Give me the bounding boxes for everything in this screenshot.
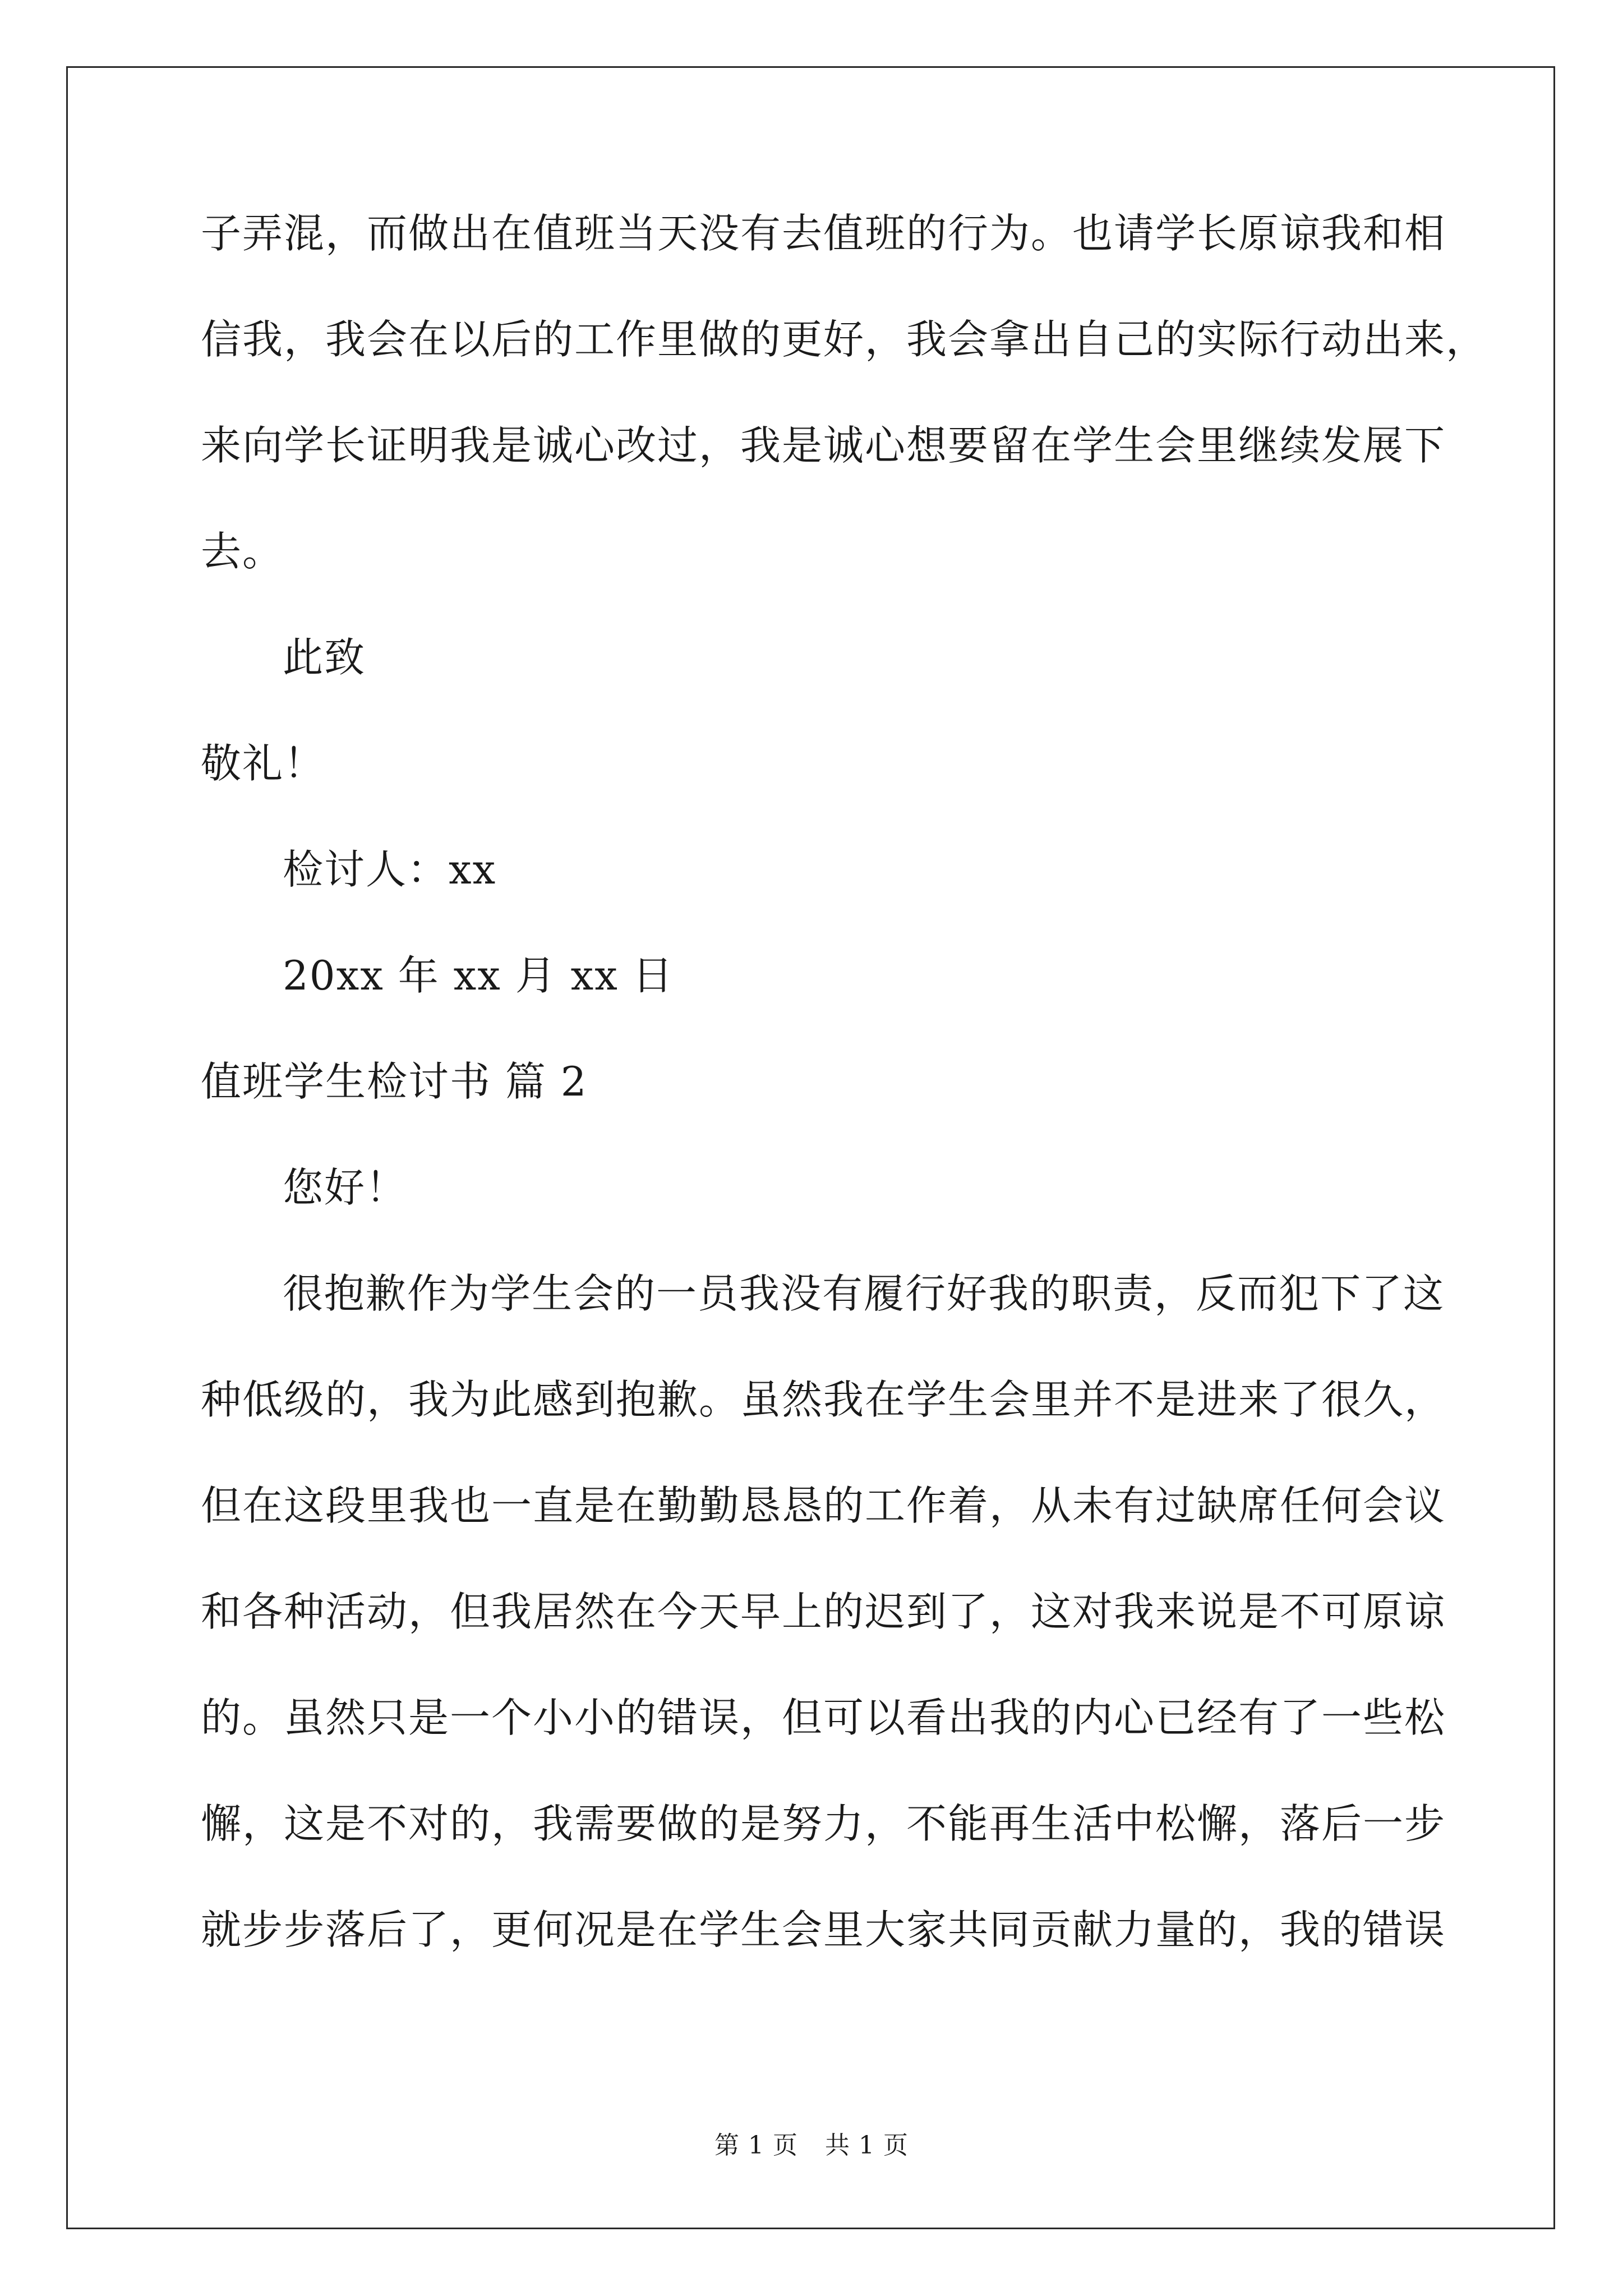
text-line: 去。 bbox=[201, 528, 284, 575]
page-number: 第 1 页 bbox=[714, 2131, 798, 2160]
document-body bbox=[201, 210, 1488, 2016]
text-line: 的。虽然只是一个小小的错误，但可以看出我的内心已经有了一些松 bbox=[201, 1694, 1446, 1741]
text-line: 此致 bbox=[283, 634, 366, 681]
text-line: 敬礼！ bbox=[201, 740, 326, 787]
text-line: 值班学生检讨书 篇 2 bbox=[201, 1058, 588, 1105]
text-line: 检讨人：xx bbox=[283, 846, 497, 893]
text-line: 但在这段里我也一直是在勤勤恳恳的工作着，从未有过缺席任何会议 bbox=[201, 1482, 1446, 1529]
text-line: 20xx 年 xx 月 xx 日 bbox=[283, 952, 674, 999]
text-line: 很抱歉作为学生会的一员我没有履行好我的职责，反而犯下了这 bbox=[283, 1270, 1445, 1317]
text-line: 信我，我会在以后的工作里做的更好，我会拿出自己的实际行动出来， bbox=[201, 316, 1488, 363]
text-line: 就步步落后了，更何况是在学生会里大家共同贡献力量的，我的错误 bbox=[201, 1906, 1446, 1953]
text-line: 子弄混，而做出在值班当天没有去值班的行为。也请学长原谅我和相 bbox=[201, 210, 1446, 257]
page-total: 共 1 页 bbox=[825, 2131, 909, 2160]
text-line: 和各种活动，但我居然在今天早上的迟到了，这对我来说是不可原谅 bbox=[201, 1588, 1446, 1635]
text-line: 种低级的，我为此感到抱歉。虽然我在学生会里并不是进来了很久， bbox=[201, 1376, 1446, 1423]
text-line: 来向学长证明我是诚心改过，我是诚心想要留在学生会里继续发展下 bbox=[201, 422, 1446, 469]
page-footer bbox=[0, 2125, 1623, 2161]
text-line: 您好！ bbox=[283, 1164, 408, 1211]
text-line: 懈，这是不对的，我需要做的是努力，不能再生活中松懈，落后一步 bbox=[201, 1800, 1446, 1847]
